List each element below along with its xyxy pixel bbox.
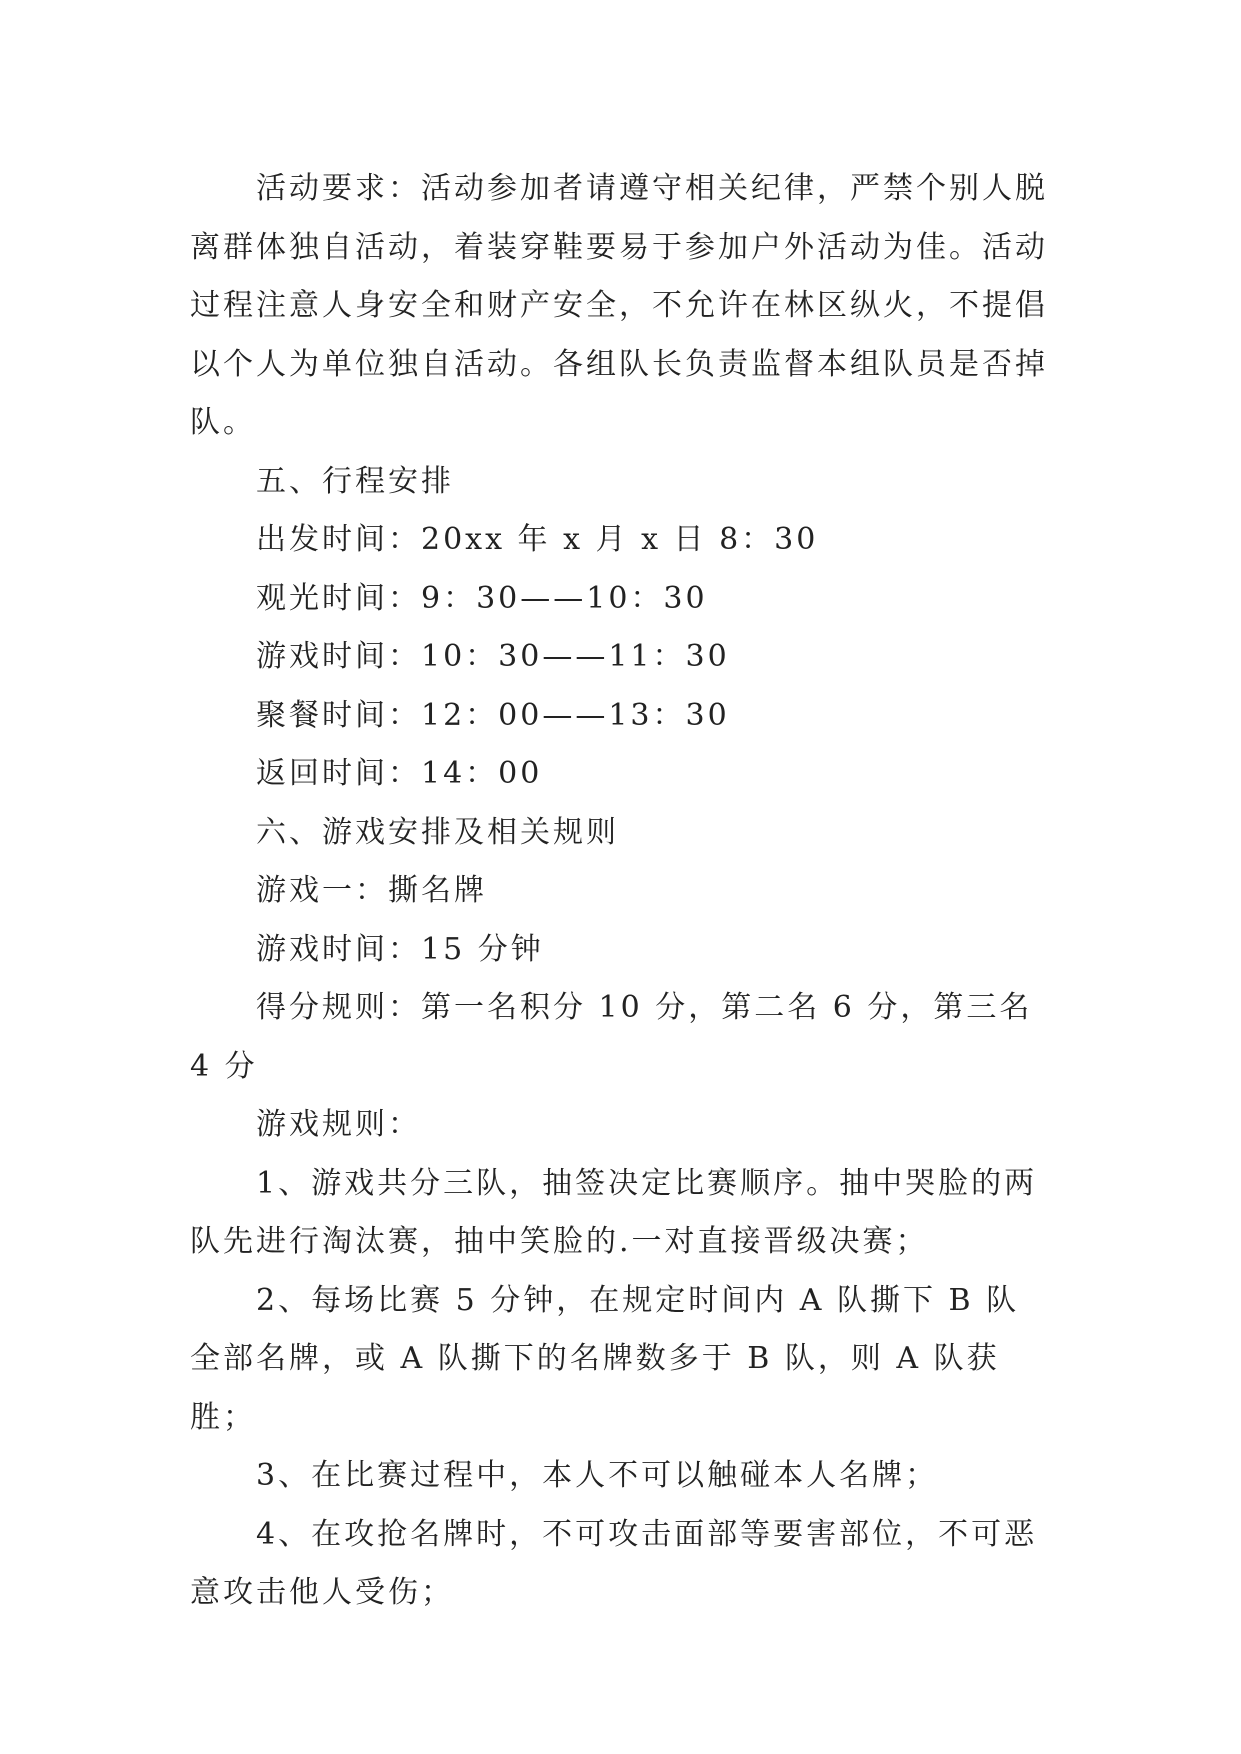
departure-time: 出发时间：20xx 年 x 月 x 日 8：30 [256,522,819,557]
sightseeing-time: 观光时间：9：30——10：30 [256,580,708,616]
game-rules-heading: 游戏规则： [256,1107,421,1142]
game-rule-1: 1、游戏共分三队，抽签决定比赛顺序。抽中哭脸的两队先进行淘汰赛，抽中笑脸的.一对直接晋级决赛； [190,1165,1038,1259]
return-time: 返回时间：14：00 [256,756,543,791]
heading-itinerary: 五、行程安排 [256,463,454,499]
game-rule-2: 2、每场比赛 5 分钟，在规定时间内 A 队撕下 B 队全部名牌，或 A 队撕下的名牌数多于 B 队，则 A 队获胜； [190,1282,1020,1435]
game-rule-4: 4、在攻抢名牌时，不可攻击面部等要害部位，不可恶意攻击他人受伤； [190,1516,1038,1610]
game-one-title: 游戏一：撕名牌 [256,873,487,908]
game-rule-3: 3、在比赛过程中，本人不可以触碰本人名牌； [256,1458,939,1493]
document-body [190,160,1050,1623]
heading-game-arrangement: 六、游戏安排及相关规则 [256,814,619,850]
dinner-time: 聚餐时间：12：00——13：30 [256,697,730,733]
game-one-duration: 游戏时间：15 分钟 [256,931,544,967]
game-time: 游戏时间：10：30——11：30 [256,639,730,674]
scoring-rules: 得分规则：第一名积分 10 分，第二名 6 分，第三名 4 分 [190,990,1033,1084]
paragraph-activity-requirements: 活动要求：活动参加者请遵守相关纪律，严禁个别人脱离群体独自活动，着装穿鞋要易于参加户外活动为佳。活动过程注意人身安全和财产安全，不允许在林区纵火，不提倡以个人为单位独自活动。各组队长负责监督本组队员是否掉队。 [190,171,1048,440]
